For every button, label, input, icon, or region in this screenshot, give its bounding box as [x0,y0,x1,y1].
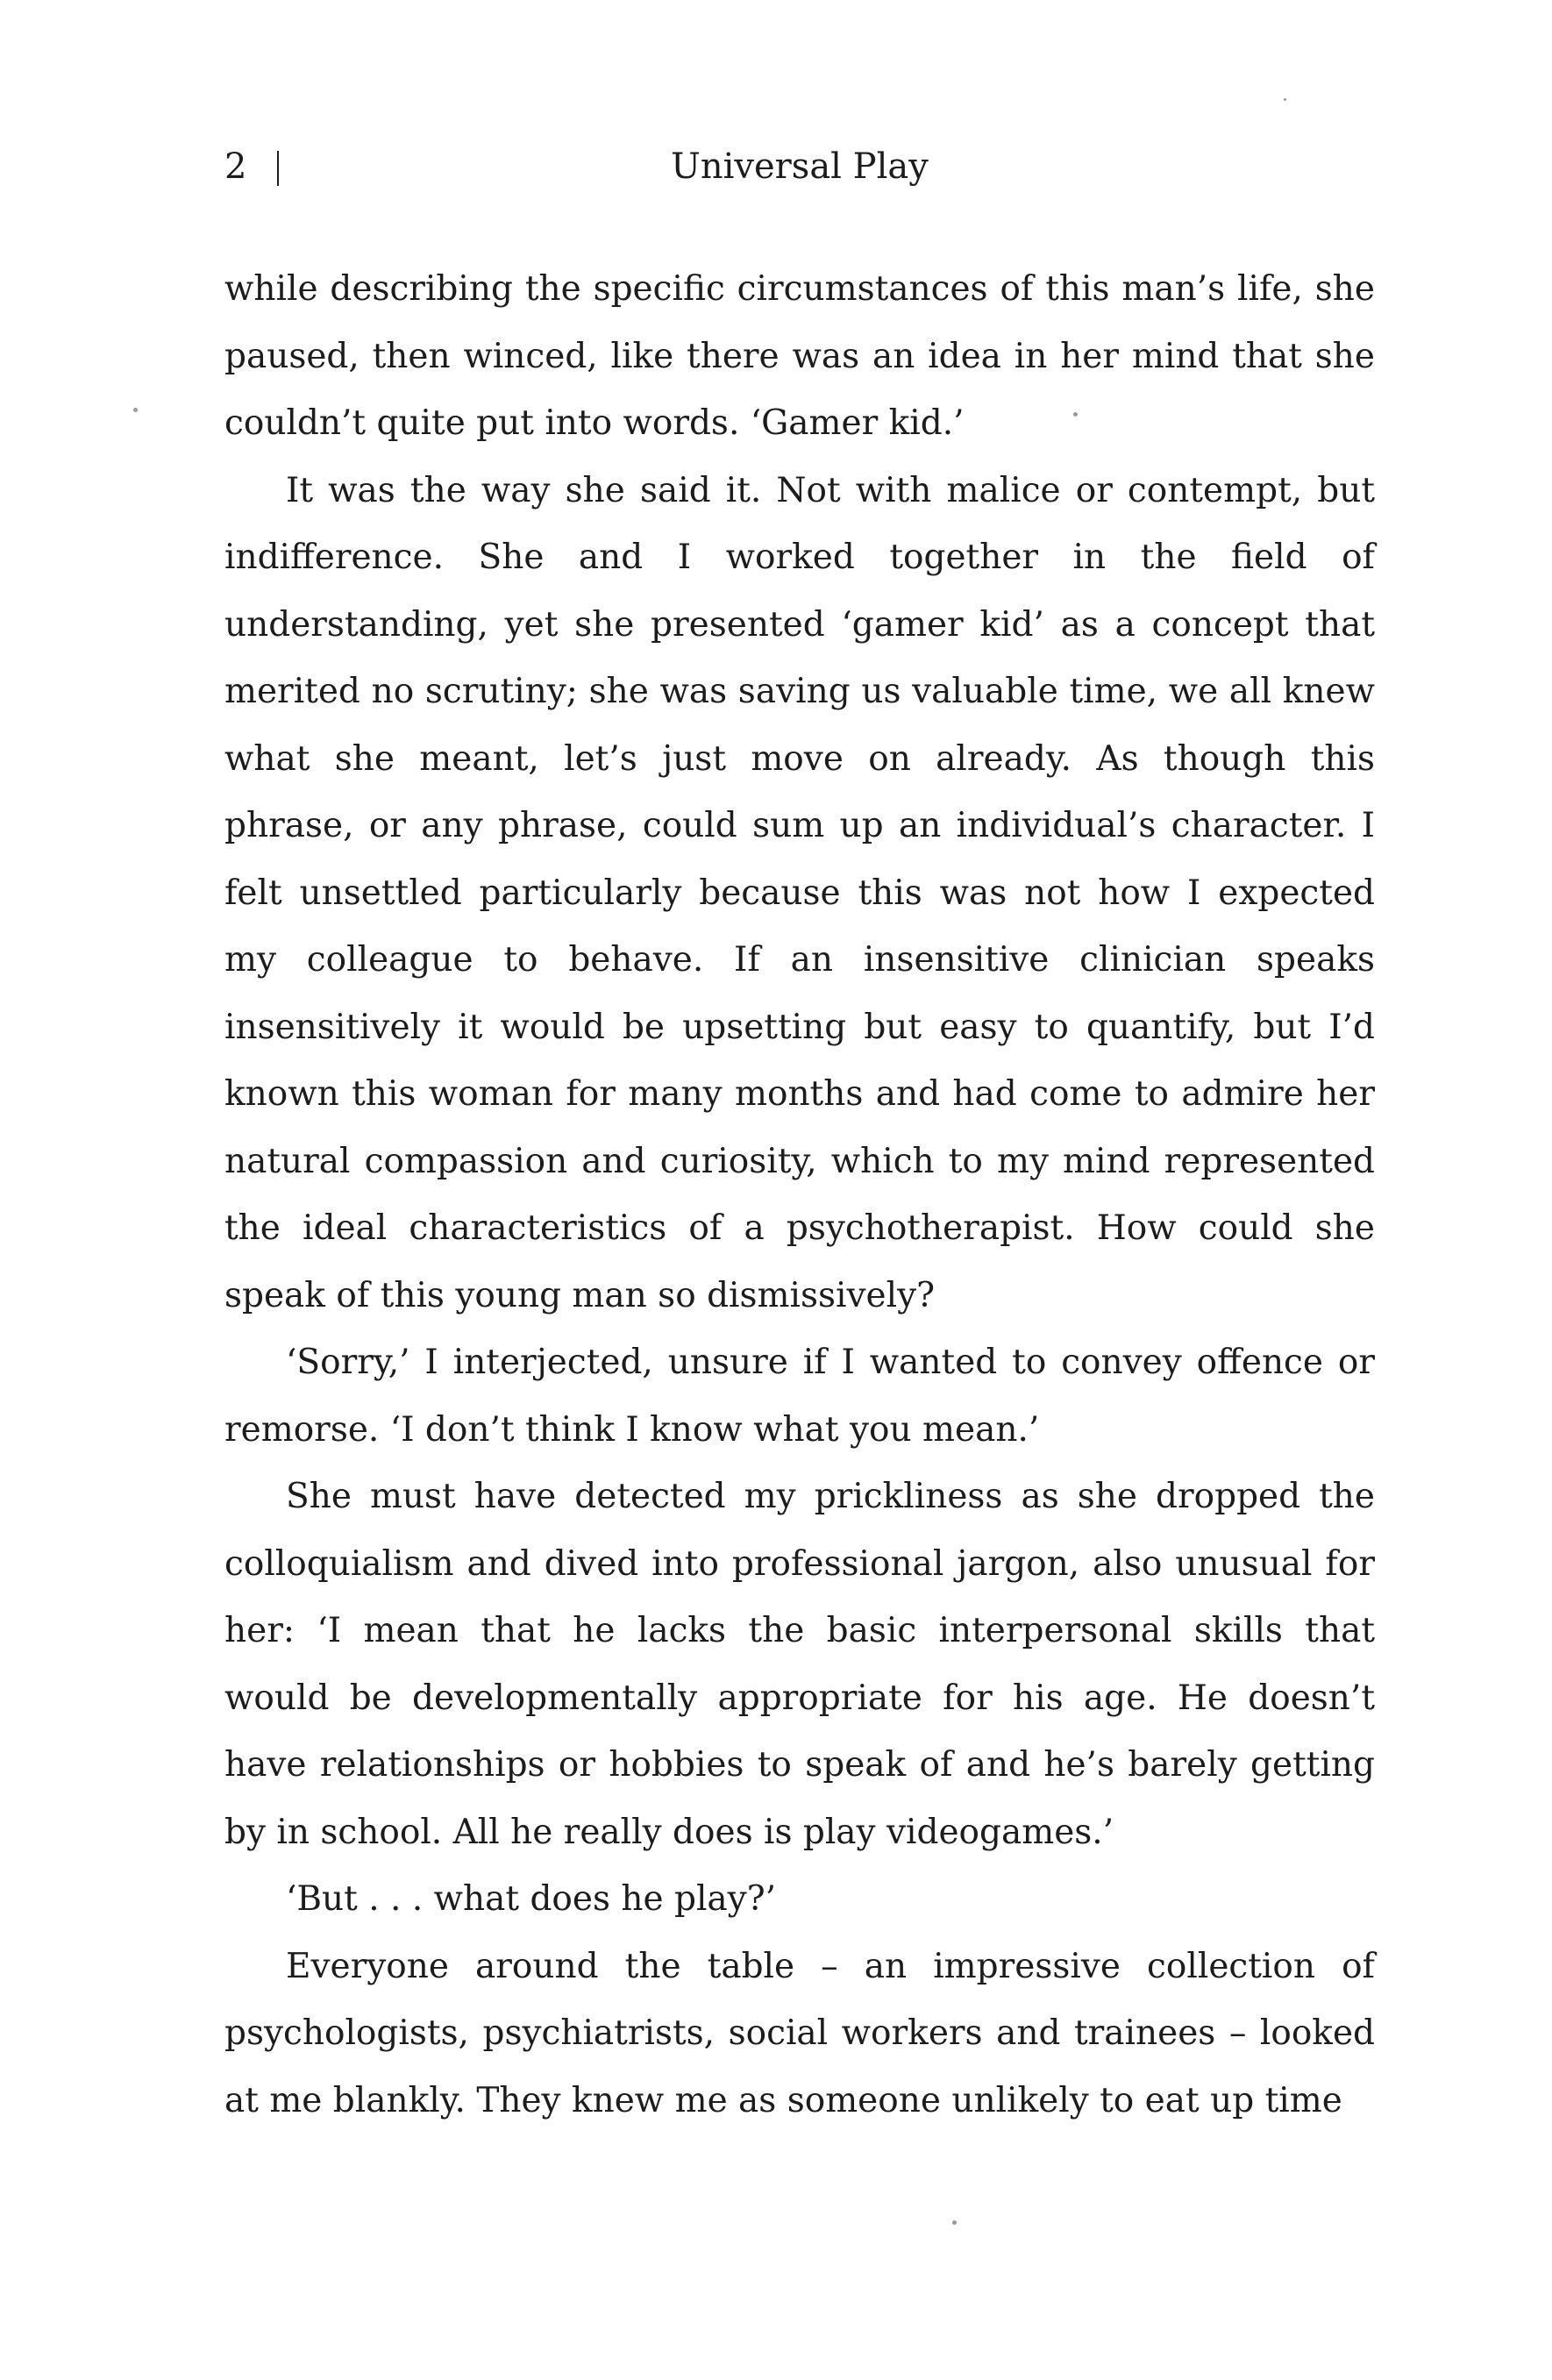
paragraph-5: ‘But . . . what does he play?’ [286,1879,777,1919]
paper-speck [952,2220,957,2225]
paper-speck [1073,412,1078,417]
paragraph-6: Everyone around the table – an impressive collection of psychologists, psychiatrists, social workers and trainees – looked at me blankly. They knew me as someone unlikely to eat up time [224,1946,1375,2120]
paper-speck [133,408,138,412]
paragraph-1: while describing the specific circumstances of this man’s life, she paused, then winced, like there was an idea in her mind that she couldn’t quite put into words. ‘Gamer kid.’ [224,269,1375,443]
paragraph-2: It was the way she said it. Not with malice or contempt, but indifference. She and I worked together in the field of understanding, yet she presented ‘gamer kid’ as a concept that merited no scrutiny; she was saving us valuable time, we all knew what she meant, let’s just move on already. As though this phrase, or any phrase, could sum up an individual’s character. I felt unsettled particularly because this was not how I expected my colleague to behave. If an insensitive clinician speaks insensitively it would be upsetting but easy to quantify, but I’d known this woman for many months and had come to admire her natural compassion and curiosity, which to my mind represented the ideal characteristics of a psychotherapist. How could she speak of this young man so dismissively? [224,470,1375,1315]
running-head [224,140,1375,193]
page-number: 2 [224,146,247,187]
paragraph-3: ‘Sorry,’ I interjected, unsure if I wanted to convey offence or remorse. ‘I don’t think I know what you mean.’ [224,1343,1375,1450]
body-text [224,256,1375,2134]
paragraph-4: She must have detected my prickliness as she dropped the colloquialism and dived into professional jargon, also unusual for her: ‘I mean that he lacks the basic interpersonal skills that would be developmentally appropriate for his age. He doesn’t have relationships or hobbies to speak of and he’s barely getting by in school. All he really does is play videogames.’ [224,1477,1375,1852]
running-title: Universal Play [671,146,929,187]
paper-speck [1284,98,1286,101]
